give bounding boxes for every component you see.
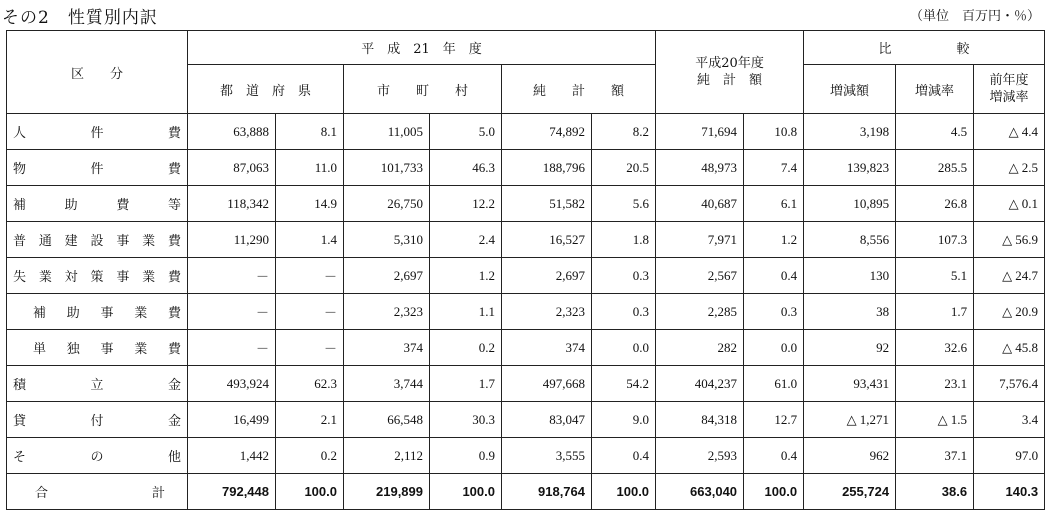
cell-muni-ratio: 2.4 (430, 222, 502, 258)
cell-net-ratio: 54.2 (592, 366, 656, 402)
cell-muni-amount: 101,733 (344, 150, 430, 186)
table-body (7, 114, 1045, 510)
cell-muni-amount: 2,697 (344, 258, 430, 294)
cell-h20-ratio: 0.3 (744, 294, 804, 330)
cell-prev-year-rate: △ 2.5 (974, 150, 1045, 186)
cell-muni-amount: 3,744 (344, 366, 430, 402)
cell-pref-ratio: 100.0 (276, 474, 344, 510)
unit-note: （単位 百万円・％） (909, 9, 1040, 24)
cell-increase-rate: 285.5 (896, 150, 974, 186)
cell-net-amount: 188,796 (502, 150, 592, 186)
cell-pref-amount: 118,342 (188, 186, 276, 222)
cell-net-ratio: 0.0 (592, 330, 656, 366)
cell-increase-amount: 255,724 (804, 474, 896, 510)
cell-increase-rate: △ 1.5 (896, 402, 974, 438)
cell-pref-amount: － (188, 294, 276, 330)
cell-pref-ratio: － (276, 294, 344, 330)
cell-net-ratio: 0.3 (592, 294, 656, 330)
cell-increase-amount: 130 (804, 258, 896, 294)
prev-rate-line2: 増減率 (989, 90, 1029, 105)
cell-muni-ratio: 5.0 (430, 114, 502, 150)
cell-net-ratio: 0.4 (592, 438, 656, 474)
cell-increase-rate: 5.1 (896, 258, 974, 294)
cell-muni-ratio: 0.2 (430, 330, 502, 366)
page-header (0, 0, 1046, 30)
cell-pref-ratio: 0.2 (276, 438, 344, 474)
h20-header-line2: 純 計 額 (697, 73, 763, 88)
cell-prev-year-rate: △ 45.8 (974, 330, 1045, 366)
cell-increase-rate: 32.6 (896, 330, 974, 366)
cell-net-ratio: 0.3 (592, 258, 656, 294)
row-label: 補助費等 (7, 186, 188, 222)
cell-net-ratio: 20.5 (592, 150, 656, 186)
inc-rate-header: 増減率 (896, 65, 974, 114)
cell-h20-ratio: 7.4 (744, 150, 804, 186)
cell-prev-year-rate: 140.3 (974, 474, 1045, 510)
table-row (7, 186, 1045, 222)
cell-pref-amount: － (188, 330, 276, 366)
cell-net-amount: 2,323 (502, 294, 592, 330)
row-label: その他 (7, 438, 188, 474)
cell-increase-rate: 26.8 (896, 186, 974, 222)
cell-muni-ratio: 12.2 (430, 186, 502, 222)
compare-header: 比 較 (804, 31, 1045, 65)
cell-h20-ratio: 100.0 (744, 474, 804, 510)
table-row (7, 150, 1045, 186)
table-row (7, 366, 1045, 402)
cell-pref-amount: 16,499 (188, 402, 276, 438)
cell-increase-amount: 962 (804, 438, 896, 474)
net-header: 純 計 額 (502, 65, 656, 114)
cell-pref-ratio: 14.9 (276, 186, 344, 222)
cell-increase-rate: 38.6 (896, 474, 974, 510)
table-row (7, 438, 1045, 474)
table-row (7, 222, 1045, 258)
table-row (7, 294, 1045, 330)
cell-prev-year-rate: △ 0.1 (974, 186, 1045, 222)
cell-net-amount: 2,697 (502, 258, 592, 294)
row-label: 補助事業費 (7, 294, 188, 330)
cell-muni-ratio: 0.9 (430, 438, 502, 474)
cell-net-amount: 3,555 (502, 438, 592, 474)
cell-h20-amount: 40,687 (656, 186, 744, 222)
cell-muni-ratio: 1.2 (430, 258, 502, 294)
cell-net-amount: 497,668 (502, 366, 592, 402)
total-label: 合計 (7, 474, 188, 510)
cell-pref-ratio: － (276, 258, 344, 294)
table-row (7, 330, 1045, 366)
cell-h20-amount: 84,318 (656, 402, 744, 438)
cell-prev-year-rate: △ 20.9 (974, 294, 1045, 330)
cell-pref-ratio: 11.0 (276, 150, 344, 186)
cell-muni-amount: 5,310 (344, 222, 430, 258)
cell-increase-amount: 3,198 (804, 114, 896, 150)
cell-h20-amount: 663,040 (656, 474, 744, 510)
cell-h20-amount: 404,237 (656, 366, 744, 402)
cell-pref-ratio: 2.1 (276, 402, 344, 438)
cell-increase-amount: 38 (804, 294, 896, 330)
cell-h20-ratio: 0.0 (744, 330, 804, 366)
cell-prev-year-rate: 7,576.4 (974, 366, 1045, 402)
cell-muni-amount: 374 (344, 330, 430, 366)
cell-muni-ratio: 1.1 (430, 294, 502, 330)
cell-increase-amount: 93,431 (804, 366, 896, 402)
cell-prev-year-rate: 3.4 (974, 402, 1045, 438)
cell-pref-amount: － (188, 258, 276, 294)
cell-muni-ratio: 46.3 (430, 150, 502, 186)
cell-h20-ratio: 0.4 (744, 438, 804, 474)
cell-h20-ratio: 6.1 (744, 186, 804, 222)
cell-prev-year-rate: 97.0 (974, 438, 1045, 474)
cell-net-amount: 16,527 (502, 222, 592, 258)
cell-h20-ratio: 0.4 (744, 258, 804, 294)
cell-pref-amount: 493,924 (188, 366, 276, 402)
cell-muni-amount: 66,548 (344, 402, 430, 438)
pref-header: 都 道 府 県 (188, 65, 344, 114)
cell-net-ratio: 5.6 (592, 186, 656, 222)
cell-pref-ratio: 62.3 (276, 366, 344, 402)
prev-rate-header (974, 65, 1045, 114)
cell-increase-rate: 4.5 (896, 114, 974, 150)
cell-h20-amount: 2,285 (656, 294, 744, 330)
cell-h20-ratio: 1.2 (744, 222, 804, 258)
row-label: 普通建設事業費 (7, 222, 188, 258)
cell-increase-rate: 107.3 (896, 222, 974, 258)
table-row (7, 258, 1045, 294)
cell-pref-ratio: － (276, 330, 344, 366)
cell-pref-amount: 792,448 (188, 474, 276, 510)
h21-header: 平 成 21 年 度 (188, 31, 656, 65)
cell-h20-amount: 282 (656, 330, 744, 366)
cell-prev-year-rate: △ 4.4 (974, 114, 1045, 150)
row-label: 貸付金 (7, 402, 188, 438)
prev-rate-line1: 前年度 (989, 73, 1029, 88)
row-label: 人件費 (7, 114, 188, 150)
cell-muni-amount: 2,323 (344, 294, 430, 330)
cell-muni-amount: 2,112 (344, 438, 430, 474)
cell-muni-ratio: 30.3 (430, 402, 502, 438)
cell-pref-amount: 11,290 (188, 222, 276, 258)
table-row (7, 114, 1045, 150)
row-label: 失業対策事業費 (7, 258, 188, 294)
cell-net-ratio: 9.0 (592, 402, 656, 438)
cell-net-ratio: 8.2 (592, 114, 656, 150)
cell-increase-rate: 37.1 (896, 438, 974, 474)
expenditure-table (6, 30, 1045, 510)
cell-net-amount: 74,892 (502, 114, 592, 150)
cell-h20-amount: 71,694 (656, 114, 744, 150)
inc-amt-header: 増減額 (804, 65, 896, 114)
cell-h20-ratio: 10.8 (744, 114, 804, 150)
cell-h20-amount: 2,567 (656, 258, 744, 294)
page-title: その2 性質別内訳 (2, 8, 158, 28)
total-row (7, 474, 1045, 510)
table-row (7, 402, 1045, 438)
cell-increase-amount: 8,556 (804, 222, 896, 258)
cell-prev-year-rate: △ 24.7 (974, 258, 1045, 294)
cell-muni-amount: 11,005 (344, 114, 430, 150)
h20-header (656, 31, 804, 114)
cell-net-ratio: 1.8 (592, 222, 656, 258)
category-header: 区 分 (7, 31, 188, 114)
cell-pref-ratio: 8.1 (276, 114, 344, 150)
h20-header-line1: 平成20年度 (695, 56, 764, 71)
cell-h20-amount: 7,971 (656, 222, 744, 258)
row-label: 積立金 (7, 366, 188, 402)
cell-net-amount: 51,582 (502, 186, 592, 222)
cell-pref-amount: 63,888 (188, 114, 276, 150)
header-row-1 (7, 31, 1045, 65)
row-label: 単独事業費 (7, 330, 188, 366)
row-label: 物件費 (7, 150, 188, 186)
cell-increase-rate: 1.7 (896, 294, 974, 330)
cell-increase-amount: 139,823 (804, 150, 896, 186)
cell-pref-amount: 87,063 (188, 150, 276, 186)
cell-net-amount: 83,047 (502, 402, 592, 438)
cell-prev-year-rate: △ 56.9 (974, 222, 1045, 258)
cell-net-ratio: 100.0 (592, 474, 656, 510)
cell-net-amount: 374 (502, 330, 592, 366)
cell-h20-amount: 48,973 (656, 150, 744, 186)
muni-header: 市 町 村 (344, 65, 502, 114)
cell-h20-amount: 2,593 (656, 438, 744, 474)
cell-muni-ratio: 100.0 (430, 474, 502, 510)
cell-muni-ratio: 1.7 (430, 366, 502, 402)
cell-pref-ratio: 1.4 (276, 222, 344, 258)
cell-muni-amount: 219,899 (344, 474, 430, 510)
cell-increase-rate: 23.1 (896, 366, 974, 402)
cell-increase-amount: 92 (804, 330, 896, 366)
cell-pref-amount: 1,442 (188, 438, 276, 474)
cell-increase-amount: △ 1,271 (804, 402, 896, 438)
cell-h20-ratio: 12.7 (744, 402, 804, 438)
cell-net-amount: 918,764 (502, 474, 592, 510)
cell-increase-amount: 10,895 (804, 186, 896, 222)
cell-muni-amount: 26,750 (344, 186, 430, 222)
cell-h20-ratio: 61.0 (744, 366, 804, 402)
